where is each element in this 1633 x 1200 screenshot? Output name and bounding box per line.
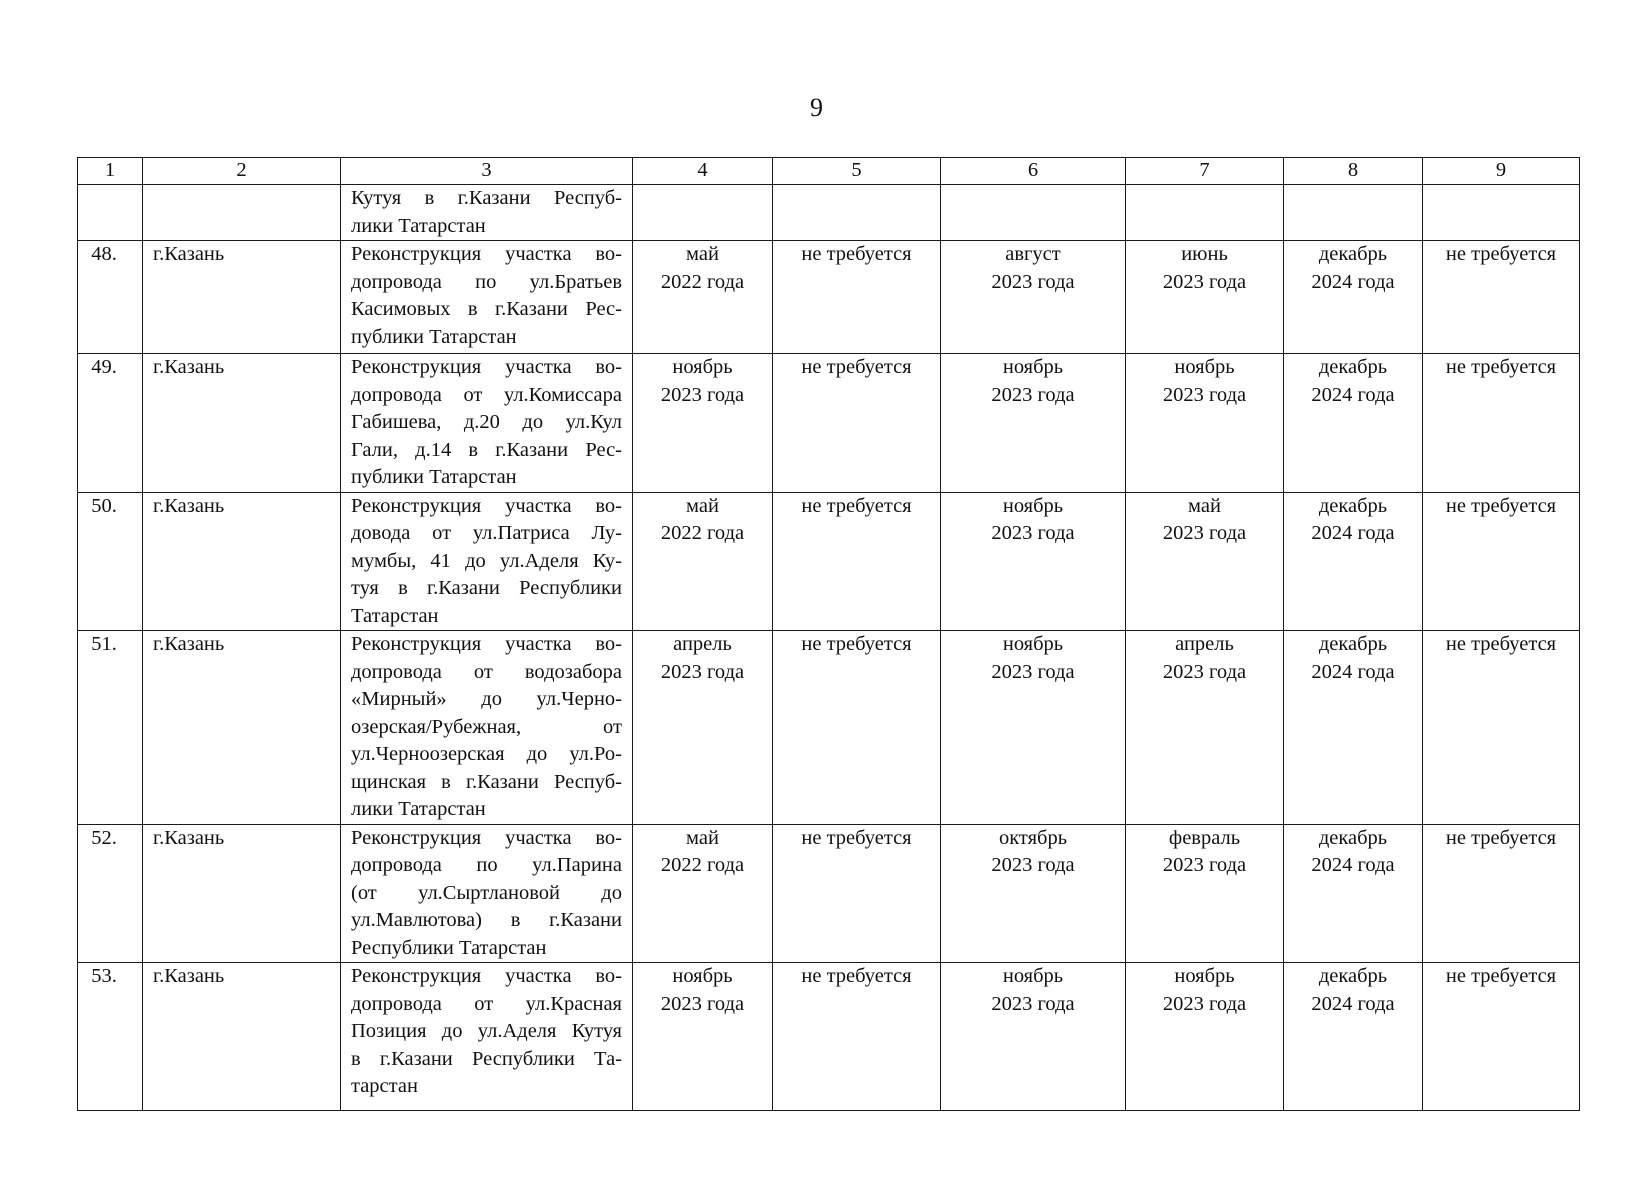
date-month: ноябрь	[1002, 356, 1064, 378]
cell-col6-date	[941, 824, 1126, 963]
cell-col7	[1126, 185, 1284, 241]
description-line: Татарстан	[351, 604, 439, 627]
column-header-4: 4	[633, 158, 773, 185]
cell-col6-date	[941, 354, 1126, 493]
cell-city: г.Казань	[143, 241, 341, 354]
cell-col4-start-date	[633, 354, 773, 493]
cell-city: г.Казань	[143, 631, 341, 825]
cell-col7-date	[1126, 241, 1284, 354]
table-row	[78, 241, 1580, 354]
cell-city: г.Казань	[143, 824, 341, 963]
description-line: публики Татарстан	[351, 466, 517, 488]
cell-description	[341, 963, 633, 1111]
description-line: в г.Казани Республики Та-	[351, 1047, 622, 1070]
date-year: 2023 года	[1162, 660, 1247, 683]
date-month: декабрь	[1318, 965, 1388, 987]
cell-col9-status: не требуется	[1423, 241, 1580, 354]
cell-col8-date	[1284, 824, 1423, 963]
description-line: Реконструкция участка во-	[351, 633, 622, 655]
cell-num	[78, 185, 143, 241]
date-month: февраль	[1168, 826, 1241, 849]
cell-col7-date	[1126, 492, 1284, 631]
date-year: 2022 года	[660, 854, 745, 876]
cell-description	[341, 185, 633, 241]
table-row	[78, 631, 1580, 825]
column-header-8: 8	[1284, 158, 1423, 185]
cell-col6	[941, 185, 1126, 241]
date-year: 2023 года	[991, 522, 1075, 544]
description-line: допровода от водозабора	[351, 660, 622, 683]
cell-col5-status: не требуется	[773, 241, 941, 354]
description-line: лики Татарстан	[351, 214, 486, 237]
date-month: ноябрь	[1174, 356, 1235, 378]
date-year: 2023 года	[660, 383, 745, 406]
cell-num: 48.	[78, 241, 143, 354]
cell-col8-date	[1284, 492, 1423, 631]
date-month: май	[686, 494, 719, 517]
date-year: 2023 года	[1162, 522, 1247, 544]
column-header-7: 7	[1126, 158, 1284, 185]
cell-col9-status: не требуется	[1423, 492, 1580, 631]
description-line: щинская в г.Казани Респуб-	[351, 770, 622, 793]
cell-col4-start-date	[633, 963, 773, 1111]
description-line: допровода от ул.Комиссара	[351, 383, 622, 406]
description-line: допровода по ул.Братьев	[351, 270, 622, 293]
description-line: Позиция до ул.Аделя Кутуя	[351, 1020, 622, 1042]
date-month: ноябрь	[1002, 633, 1064, 655]
cell-col4	[633, 185, 773, 241]
date-month: декабрь	[1318, 633, 1388, 655]
cell-col4-start-date	[633, 631, 773, 825]
date-month: декабрь	[1318, 494, 1388, 517]
cell-col8	[1284, 185, 1423, 241]
cell-col8-date	[1284, 631, 1423, 825]
date-year: 2023 года	[660, 660, 745, 683]
description-line: Реконструкция участка во-	[351, 243, 622, 265]
cell-col9-status: не требуется	[1423, 354, 1580, 493]
date-year: 2023 года	[991, 383, 1075, 406]
cell-city	[143, 185, 341, 241]
date-year: 2023 года	[660, 992, 745, 1015]
column-header-6: 6	[941, 158, 1126, 185]
date-year: 2024 года	[1311, 660, 1395, 683]
date-month: май	[1188, 494, 1221, 517]
cell-col4-start-date	[633, 492, 773, 631]
column-header-5: 5	[773, 158, 941, 185]
date-year: 2023 года	[1162, 383, 1247, 406]
date-month: ноябрь	[1002, 965, 1064, 987]
column-header-3: 3	[341, 158, 633, 185]
date-month: ноябрь	[1002, 494, 1064, 517]
cell-col6-date	[941, 492, 1126, 631]
date-year: 2024 года	[1311, 522, 1395, 544]
date-month: ноябрь	[672, 356, 733, 378]
cell-description	[341, 354, 633, 493]
cell-col6-date	[941, 963, 1126, 1111]
cell-col9	[1423, 185, 1580, 241]
description-line: (от ул.Сыртлановой до	[351, 881, 622, 904]
cell-city: г.Казань	[143, 492, 341, 631]
description-line: лики Татарстан	[351, 798, 486, 820]
date-year: 2023 года	[1162, 992, 1247, 1015]
cell-col5-status: не требуется	[773, 492, 941, 631]
header-row	[78, 158, 1580, 185]
date-month: ноябрь	[672, 965, 733, 987]
description-line: допровода по ул.Парина	[351, 854, 622, 876]
cell-col9-status: не требуется	[1423, 963, 1580, 1111]
description-line: публики Татарстан	[351, 325, 517, 348]
date-year: 2024 года	[1311, 854, 1395, 876]
cell-col4-start-date	[633, 824, 773, 963]
description-line: Кутуя в г.Казани Респуб-	[351, 187, 622, 209]
description-line: мумбы, 41 до ул.Аделя Ку-	[351, 549, 622, 572]
date-year: 2023 года	[991, 270, 1075, 293]
date-year: 2022 года	[660, 270, 745, 293]
date-month: ноябрь	[1174, 965, 1235, 987]
cell-col7-date	[1126, 354, 1284, 493]
cell-col5-status: не требуется	[773, 824, 941, 963]
cell-description	[341, 631, 633, 825]
date-year: 2023 года	[991, 854, 1075, 876]
date-month: июнь	[1181, 243, 1228, 265]
cell-city: г.Казань	[143, 963, 341, 1111]
description-line: довода от ул.Патриса Лу-	[351, 522, 622, 544]
cell-col4-start-date	[633, 241, 773, 354]
date-year: 2023 года	[991, 992, 1075, 1015]
date-year: 2023 года	[1162, 854, 1247, 876]
description-line: Гали, д.14 в г.Казани Рес-	[351, 438, 622, 461]
date-year: 2024 года	[1311, 383, 1395, 406]
table-row	[78, 492, 1580, 631]
continuation-row	[78, 185, 1580, 241]
table-row	[78, 824, 1580, 963]
description-line: Реконструкция участка во-	[351, 965, 622, 987]
cell-col7-date	[1126, 963, 1284, 1111]
description-line: озерская/Рубежная, от	[351, 715, 622, 738]
cell-col9-status: не требуется	[1423, 631, 1580, 825]
cell-col7-date	[1126, 631, 1284, 825]
cell-col5-status: не требуется	[773, 354, 941, 493]
column-header-2: 2	[143, 158, 341, 185]
date-year: 2023 года	[1162, 270, 1247, 293]
description-line: ул.Черноозерская до ул.Ро-	[351, 743, 622, 765]
cell-col9-status: не требуется	[1423, 824, 1580, 963]
cell-col5-status: не требуется	[773, 963, 941, 1111]
date-month: апрель	[1175, 633, 1234, 655]
description-line: Касимовых в г.Казани Рес-	[351, 298, 622, 320]
schedule-table	[77, 157, 1580, 1111]
column-header-9: 9	[1423, 158, 1580, 185]
description-line: Реконструкция участка во-	[351, 356, 622, 378]
cell-num: 52.	[78, 824, 143, 963]
description-line: допровода от ул.Красная	[351, 992, 622, 1015]
cell-description	[341, 492, 633, 631]
description-line: «Мирный» до ул.Черно-	[351, 688, 622, 710]
cell-description	[341, 824, 633, 963]
date-month: май	[686, 826, 719, 849]
description-line: тарстан	[351, 1075, 418, 1097]
column-header-1: 1	[78, 158, 143, 185]
date-month: декабрь	[1318, 243, 1388, 265]
cell-col5-status: не требуется	[773, 631, 941, 825]
table-row	[78, 354, 1580, 493]
date-year: 2024 года	[1311, 270, 1395, 293]
page-number: 9	[810, 93, 823, 122]
date-month: октябрь	[998, 826, 1068, 849]
table-row	[78, 963, 1580, 1111]
cell-col5	[773, 185, 941, 241]
description-line: Реконструкция участка во-	[351, 494, 622, 517]
cell-city: г.Казань	[143, 354, 341, 493]
date-year: 2022 года	[660, 522, 745, 544]
cell-col8-date	[1284, 963, 1423, 1111]
description-line: туя в г.Казани Республики	[351, 577, 622, 599]
cell-num: 53.	[78, 963, 143, 1111]
date-month: декабрь	[1318, 826, 1388, 849]
cell-col6-date	[941, 631, 1126, 825]
description-line: Республики Татарстан	[351, 936, 547, 959]
date-month: август	[1005, 243, 1061, 265]
date-year: 2023 года	[991, 660, 1075, 683]
cell-num: 51.	[78, 631, 143, 825]
description-line: ул.Мавлютова) в г.Казани	[351, 909, 622, 931]
date-month: декабрь	[1318, 356, 1388, 378]
cell-num: 50.	[78, 492, 143, 631]
cell-col7-date	[1126, 824, 1284, 963]
cell-num: 49.	[78, 354, 143, 493]
date-month: май	[686, 243, 719, 265]
cell-col8-date	[1284, 241, 1423, 354]
description-line: Реконструкция участка во-	[351, 826, 622, 849]
cell-col6-date	[941, 241, 1126, 354]
cell-col8-date	[1284, 354, 1423, 493]
cell-description	[341, 241, 633, 354]
description-line: Габишева, д.20 до ул.Кул	[351, 411, 622, 433]
date-year: 2024 года	[1311, 992, 1395, 1015]
date-month: апрель	[673, 633, 732, 655]
